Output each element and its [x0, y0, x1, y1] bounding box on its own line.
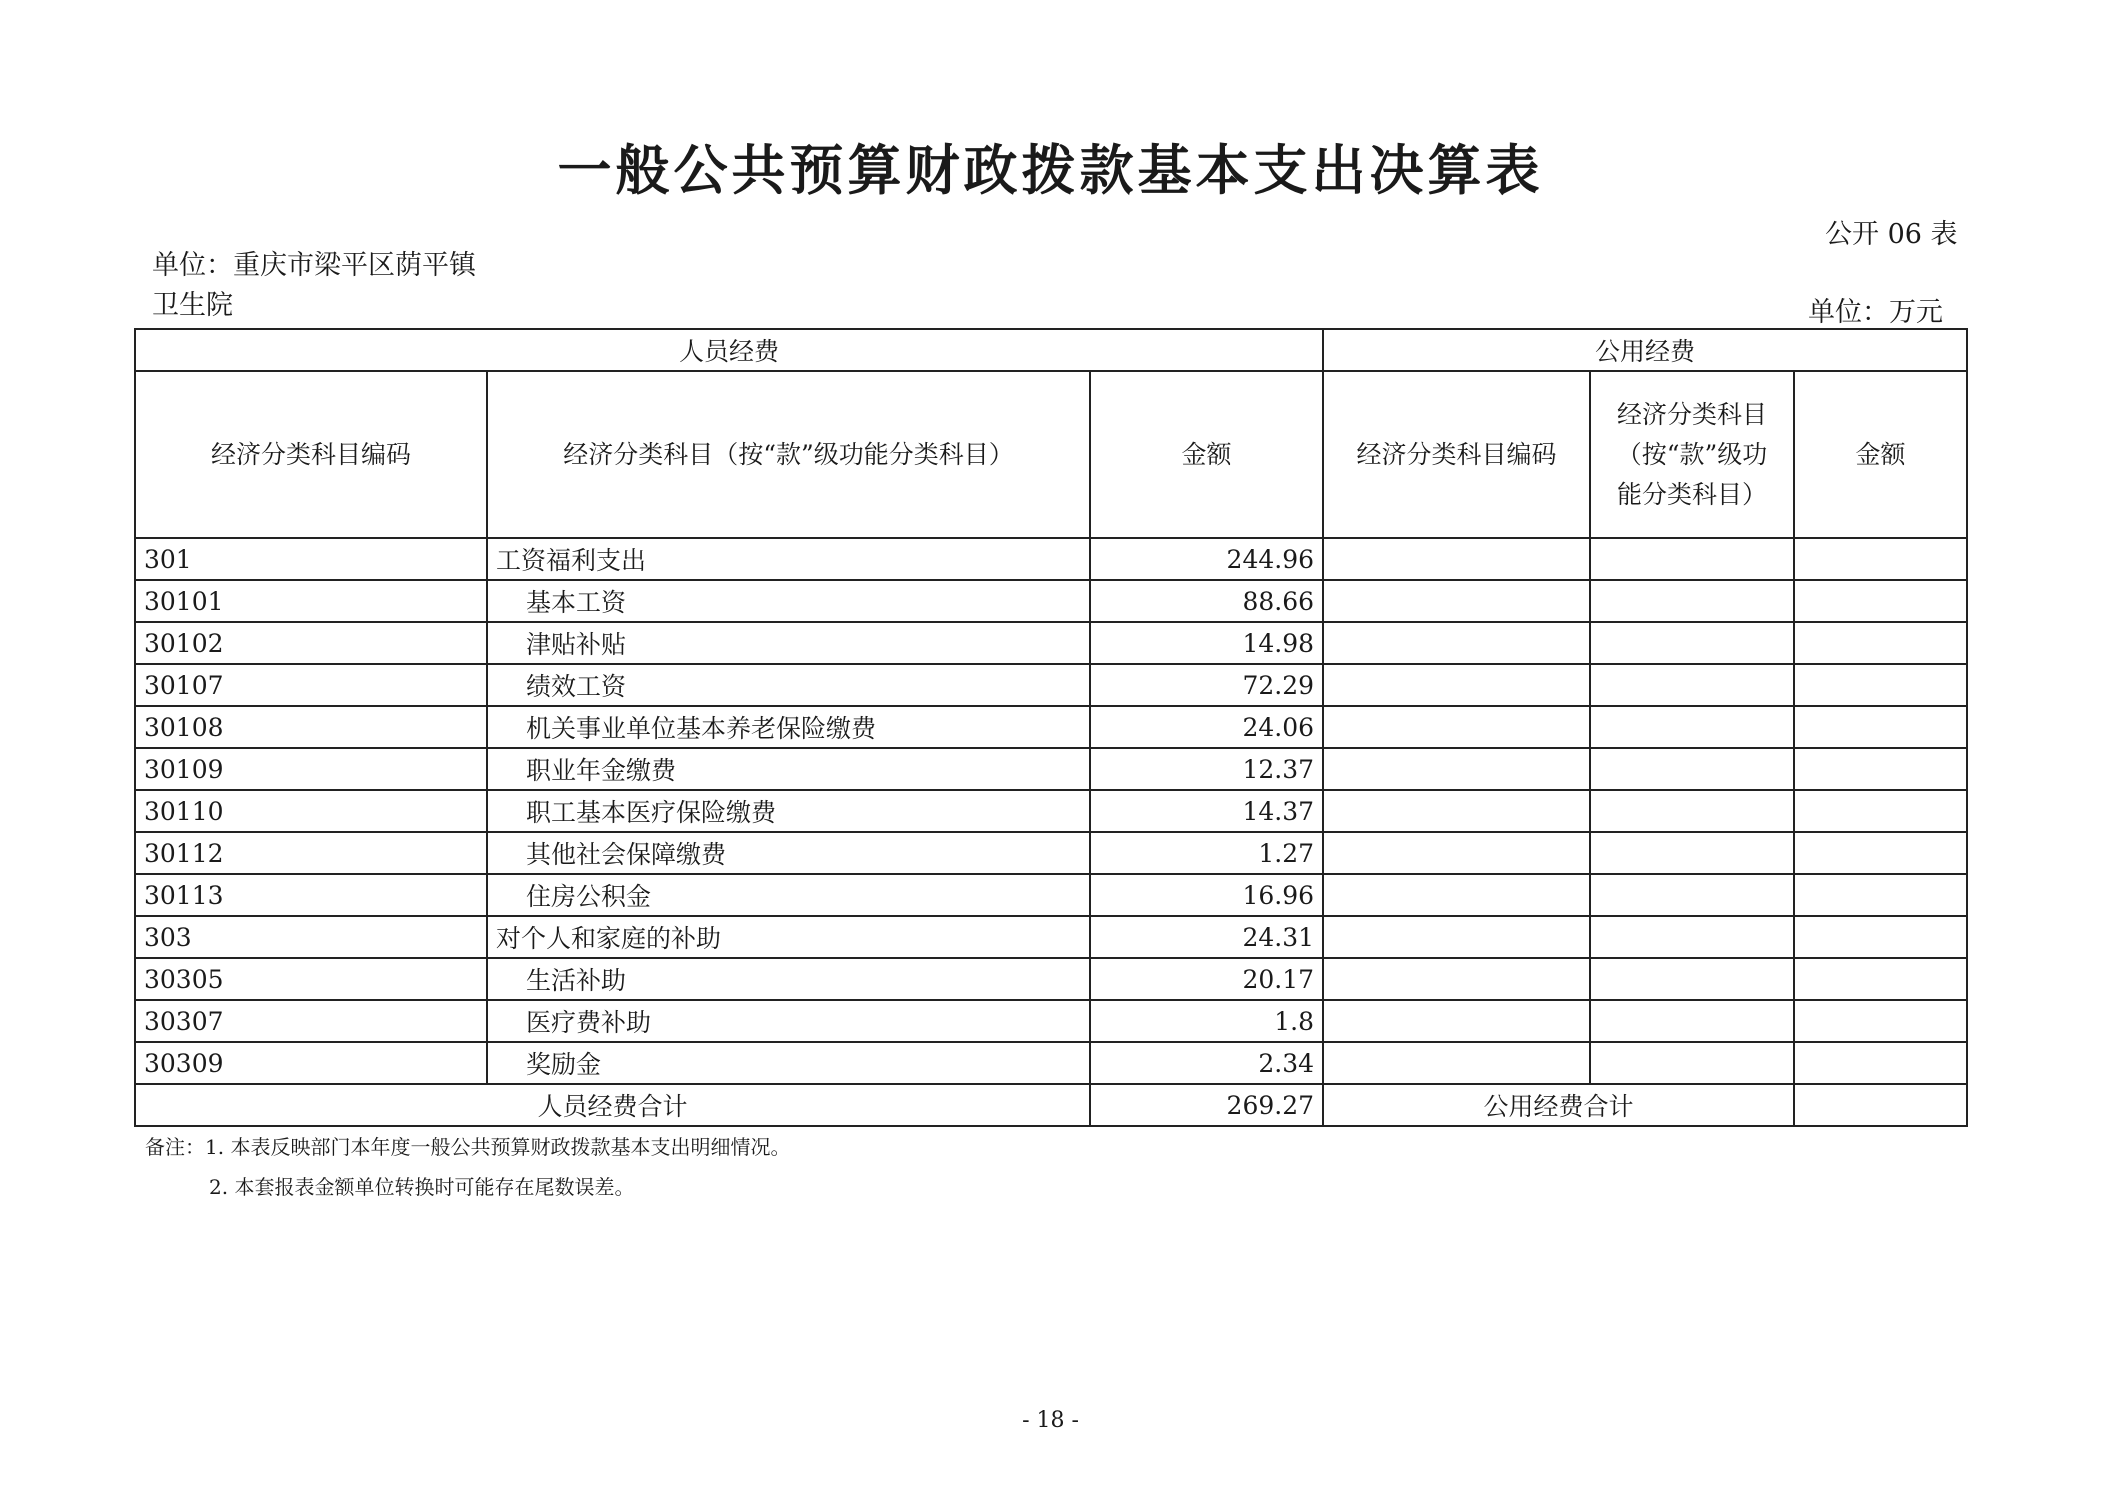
row-amount: 1.8 — [1090, 1000, 1323, 1042]
row-code: 301 — [135, 538, 487, 580]
row-code: 30309 — [135, 1042, 487, 1084]
row-public-name — [1590, 916, 1794, 958]
header-code: 经济分类科目编码 — [135, 371, 487, 538]
row-public-amount — [1794, 790, 1967, 832]
table-row — [135, 1000, 1967, 1042]
row-public-amount — [1794, 1000, 1967, 1042]
row-amount: 2.34 — [1090, 1042, 1323, 1084]
row-code: 30101 — [135, 580, 487, 622]
row-public-amount — [1794, 748, 1967, 790]
header-amount-public: 金额 — [1794, 371, 1967, 538]
section-personnel: 人员经费 — [135, 329, 1323, 371]
row-code: 30107 — [135, 664, 487, 706]
row-public-name — [1590, 874, 1794, 916]
row-code: 30109 — [135, 748, 487, 790]
note-1: 备注：1. 本表反映部门本年度一般公共预算财政拨款基本支出明细情况。 — [145, 1135, 791, 1159]
header-amount: 金额 — [1090, 371, 1323, 538]
table-row — [135, 832, 1967, 874]
table-row — [135, 874, 1967, 916]
row-code: 30110 — [135, 790, 487, 832]
row-name: 对个人和家庭的补助 — [487, 916, 1090, 958]
row-code: 30113 — [135, 874, 487, 916]
row-public-code — [1323, 622, 1590, 664]
row-amount: 88.66 — [1090, 580, 1323, 622]
row-name: 其他社会保障缴费 — [487, 832, 1090, 874]
row-public-code — [1323, 748, 1590, 790]
row-name: 工资福利支出 — [487, 538, 1090, 580]
row-name: 机关事业单位基本养老保险缴费 — [487, 706, 1090, 748]
row-name: 绩效工资 — [487, 664, 1090, 706]
public-total-label: 公用经费合计 — [1323, 1084, 1794, 1126]
row-name: 医疗费补助 — [487, 1000, 1090, 1042]
row-public-name — [1590, 580, 1794, 622]
total-row — [135, 1084, 1967, 1126]
row-public-code — [1323, 664, 1590, 706]
currency-unit: 单位：万元 — [1808, 297, 1943, 328]
row-amount: 14.37 — [1090, 790, 1323, 832]
row-amount: 24.31 — [1090, 916, 1323, 958]
expenditure-table — [134, 328, 1968, 1127]
row-public-amount — [1794, 1042, 1967, 1084]
row-public-amount — [1794, 538, 1967, 580]
row-public-code — [1323, 790, 1590, 832]
row-public-code — [1323, 958, 1590, 1000]
row-amount: 1.27 — [1090, 832, 1323, 874]
table-row — [135, 622, 1967, 664]
row-public-code — [1323, 1000, 1590, 1042]
row-public-name — [1590, 790, 1794, 832]
row-public-name — [1590, 706, 1794, 748]
row-public-amount — [1794, 706, 1967, 748]
column-header-row — [135, 371, 1967, 538]
form-number: 公开 06 表 — [1825, 219, 1958, 250]
row-public-name — [1590, 958, 1794, 1000]
row-public-amount — [1794, 832, 1967, 874]
row-public-amount — [1794, 664, 1967, 706]
row-public-code — [1323, 1042, 1590, 1084]
row-amount: 72.29 — [1090, 664, 1323, 706]
row-public-code — [1323, 580, 1590, 622]
row-amount: 16.96 — [1090, 874, 1323, 916]
row-public-amount — [1794, 874, 1967, 916]
row-public-code — [1323, 874, 1590, 916]
row-public-name — [1590, 538, 1794, 580]
row-public-name — [1590, 664, 1794, 706]
personnel-total-label: 人员经费合计 — [135, 1084, 1090, 1126]
row-amount: 14.98 — [1090, 622, 1323, 664]
row-code: 30102 — [135, 622, 487, 664]
row-public-code — [1323, 916, 1590, 958]
row-code: 30305 — [135, 958, 487, 1000]
row-name: 津贴补贴 — [487, 622, 1090, 664]
row-name: 奖励金 — [487, 1042, 1090, 1084]
table-row — [135, 790, 1967, 832]
row-public-code — [1323, 538, 1590, 580]
section-public: 公用经费 — [1323, 329, 1967, 371]
table-row — [135, 580, 1967, 622]
note-2: 2. 本套报表金额单位转换时可能存在尾数误差。 — [209, 1175, 635, 1199]
section-header-row — [135, 329, 1967, 371]
row-public-name — [1590, 748, 1794, 790]
page-number: - 18 - — [1022, 1408, 1079, 1433]
row-public-code — [1323, 706, 1590, 748]
row-public-amount — [1794, 622, 1967, 664]
public-total-amount — [1794, 1084, 1967, 1126]
row-code: 30108 — [135, 706, 487, 748]
notes — [145, 1127, 790, 1207]
row-code: 303 — [135, 916, 487, 958]
header-name: 经济分类科目（按“款”级功能分类科目） — [487, 371, 1090, 538]
table-row — [135, 748, 1967, 790]
unit-name: 单位：重庆市梁平区荫平镇卫生院 — [152, 250, 476, 321]
row-public-name — [1590, 1000, 1794, 1042]
row-name: 生活补助 — [487, 958, 1090, 1000]
row-public-name — [1590, 622, 1794, 664]
row-name: 基本工资 — [487, 580, 1090, 622]
row-amount: 244.96 — [1090, 538, 1323, 580]
row-code: 30112 — [135, 832, 487, 874]
table-row — [135, 538, 1967, 580]
row-public-amount — [1794, 580, 1967, 622]
table-row — [135, 916, 1967, 958]
row-name: 职业年金缴费 — [487, 748, 1090, 790]
row-name: 住房公积金 — [487, 874, 1090, 916]
row-amount: 24.06 — [1090, 706, 1323, 748]
row-name: 职工基本医疗保险缴费 — [487, 790, 1090, 832]
table-row — [135, 706, 1967, 748]
row-public-amount — [1794, 958, 1967, 1000]
row-public-amount — [1794, 916, 1967, 958]
table-row — [135, 958, 1967, 1000]
row-public-code — [1323, 832, 1590, 874]
page-title: 一般公共预算财政拨款基本支出决算表 — [557, 138, 1544, 202]
row-public-name — [1590, 1042, 1794, 1084]
header-code-public: 经济分类科目编码 — [1323, 371, 1590, 538]
table-row — [135, 664, 1967, 706]
table-row — [135, 1042, 1967, 1084]
row-code: 30307 — [135, 1000, 487, 1042]
header-name-public: 经济分类科目（按“款”级功能分类科目） — [1590, 371, 1794, 538]
personnel-total-amount: 269.27 — [1090, 1084, 1323, 1126]
row-amount: 12.37 — [1090, 748, 1323, 790]
row-amount: 20.17 — [1090, 958, 1323, 1000]
row-public-name — [1590, 832, 1794, 874]
